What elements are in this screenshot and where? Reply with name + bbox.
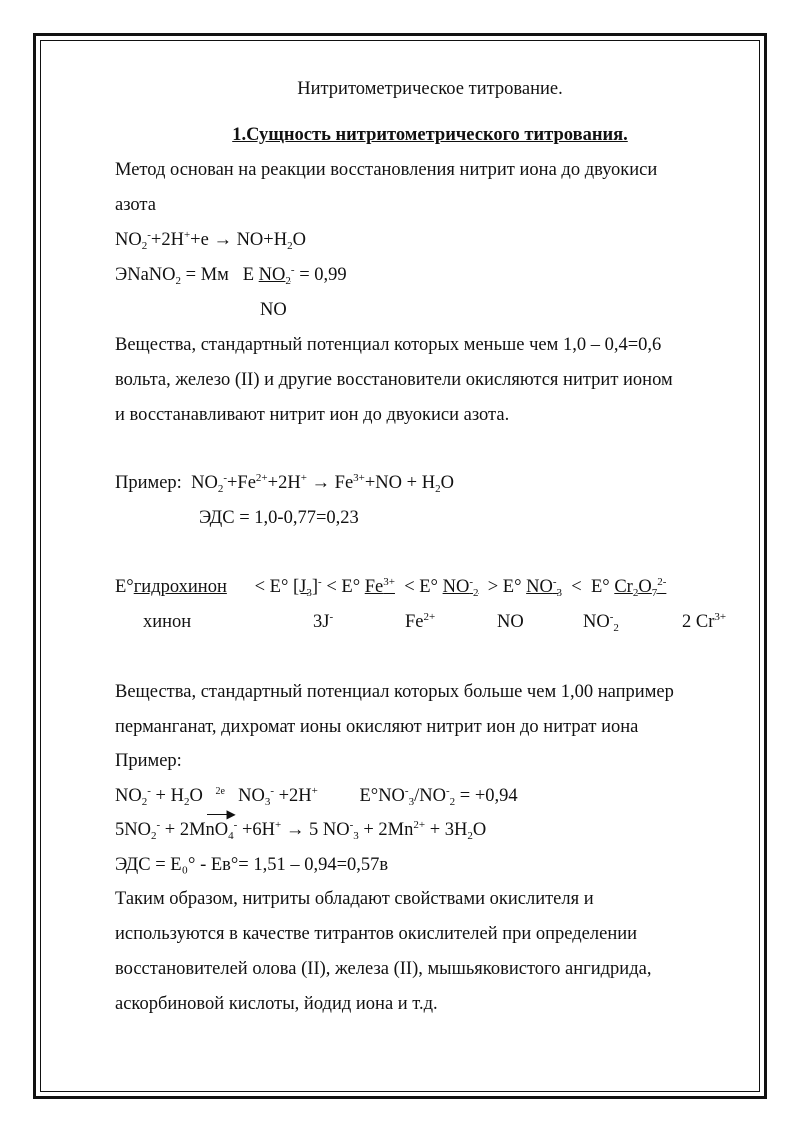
series-denominator: 3J- — [313, 611, 334, 632]
equation-line: $5NO_2^- + 2MnO_4^- +6H^+ \to 5$ $NO^-_3 + 2Mn^{2+} + 3H_2O$ — [115, 819, 487, 842]
series-denominator: 2 $Cr^{3+}$ — [682, 611, 727, 632]
example-line: Пример: $NO_2^-+Fe^{2+}+2H^+ \to Fe^{3+}+NO + H_2O$ — [115, 472, 454, 495]
emf-line: ЭДС = E₀° - Eв°= 1,51 – 0,94=0,57в — [115, 855, 389, 875]
paragraph-line: вольта, железо (II) и другие восстановители окисляются нитрит ионом — [115, 370, 673, 390]
paragraph-line: азота — [115, 195, 156, 215]
series-denominator: NO — [497, 612, 524, 632]
paragraph-line: перманганат, дихромат ионы окисляют нитрит ион до нитрат иона — [115, 717, 639, 737]
paragraph-line: аскорбиновой кислоты, йодид иона и т.д. — [115, 994, 438, 1014]
document-title: Нитритометрическое титрование. — [297, 79, 563, 99]
equation-line: ЭNaNO$_2$ = Мм E $NO_2^- = 0,99$ — [115, 264, 347, 287]
paragraph-line: Вещества, стандартный потенциал которых меньше чем 1,0 – 0,4=0,6 — [115, 335, 662, 355]
series-denominator: $NO^-_2$ — [583, 611, 619, 634]
paragraph-line: восстановителей олова (II), железа (II), мышьяковистого ангидрида, — [115, 959, 652, 979]
paragraph-line: Вещества, стандартный потенциал которых больше чем 1,00 например — [115, 682, 674, 702]
fraction-denominator: NO — [260, 300, 287, 320]
emf-line: ЭДС = 1,0-0,77=0,23 — [199, 508, 359, 528]
paragraph-line: Таким образом, нитриты обладают свойствами окислителя и — [115, 889, 594, 909]
section-heading: 1.Сущность нитритометрического титрования. — [232, 125, 628, 145]
example-label: Пример: — [115, 751, 182, 771]
paragraph-line: и восстанавливают нитрит ион до двуокиси азота. — [115, 405, 510, 425]
potential-series-line: E°гидрохинон < E° $[J_3]^- < E^\circ$ $Fe^{3+} < E^\circ$ $NO^-_2 > E^\circ$ $NO^-_3 < E^\circ$ $Cr_2O_7^{2-}$ — [115, 576, 667, 599]
paragraph-line: Метод основан на реакции восстановления нитрит иона до двуокиси — [115, 160, 658, 180]
equation-line: $NO_2^-+2H^++e \to NO+H_2O$ — [115, 229, 306, 252]
paragraph-line: используются в качестве титрантов окислителей при определении — [115, 924, 638, 944]
series-denominator: $Fe^{2+}$ — [405, 611, 436, 632]
equation-line: $NO_2^- + H_2O$ 2e ▶ $NO_3^- +2H^+$ $E^\circ NO^-_3/NO^-_2 = +0,94$ — [115, 785, 518, 821]
equivalent-label: ЭNaNO — [115, 265, 176, 285]
series-denominator: хинон — [143, 612, 192, 632]
